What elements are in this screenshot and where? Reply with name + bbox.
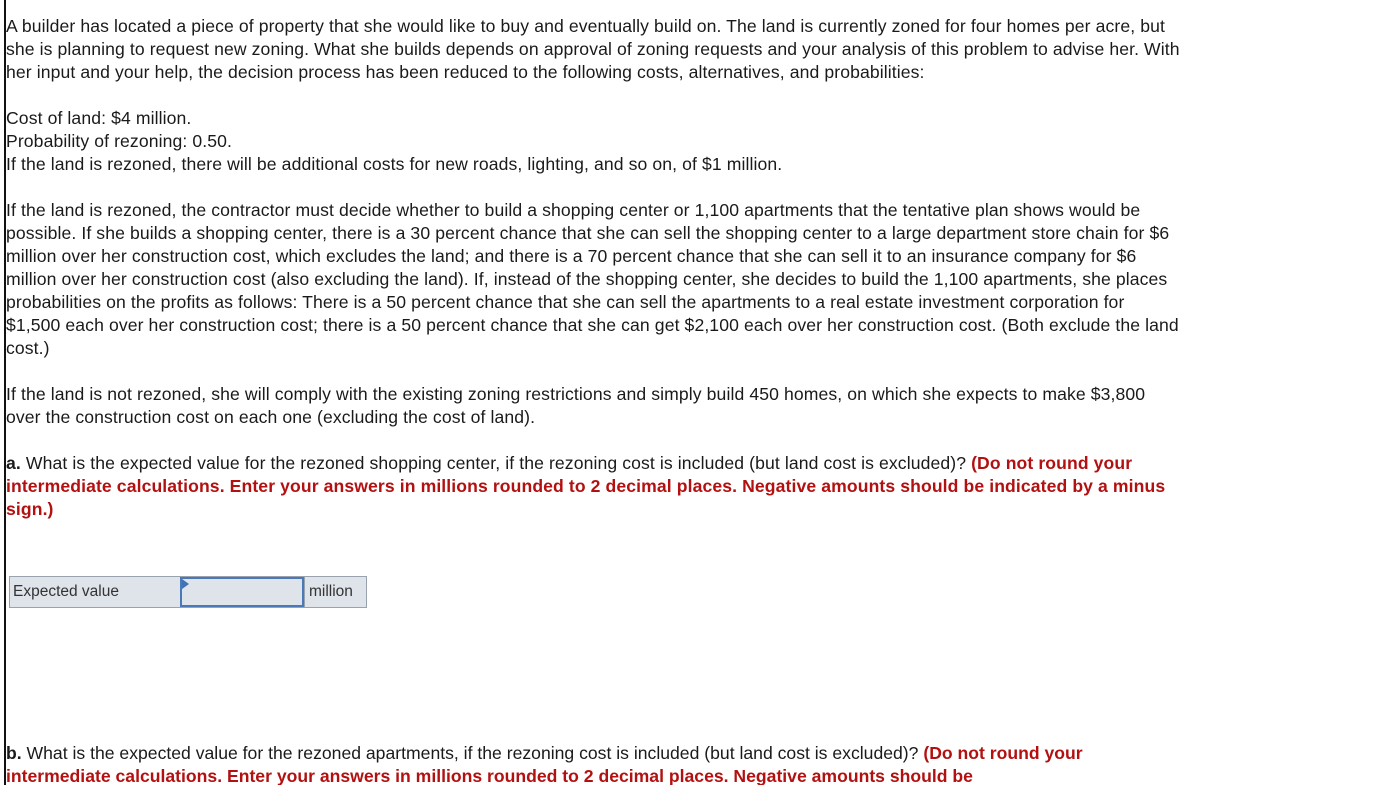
question-a xyxy=(6,452,1181,521)
question-b-instruction: (Do not round your intermediate calculations. Enter your answers in millions rounded to 2 decimal places. Negative amounts should be xyxy=(6,743,1083,785)
question-a-instruction: (Do not round your intermediate calculations. Enter your answers in millions rounded to 2 decimal places. Negative amounts should be indicated by a minus sign.) xyxy=(6,453,1166,519)
problem-content xyxy=(6,15,1181,521)
fact-land-cost: Cost of land: $4 million. xyxy=(6,108,192,128)
question-b-letter: b. xyxy=(6,743,22,763)
fact-rezoning-probability: Probability of rezoning: 0.50. xyxy=(6,131,232,151)
answer-a-input-wrapper[interactable] xyxy=(180,577,304,607)
question-a-letter: a. xyxy=(6,453,21,473)
question-a-text: What is the expected value for the rezoned shopping center, if the rezoning cost is included (but land cost is excluded)? xyxy=(20,453,972,473)
rezoned-paragraph: If the land is rezoned, the contractor must decide whether to build a shopping center or 1,100 apartments that the tentative plan shows would be possible. If she builds a shopping center, there is a 30 percent chance that she can sell the shopping center to a large department store chain for $6 million over her construction cost, which excludes the land; and there is a 70 percent chance that she can sell it to an insurance company for $6 million over her construction cost (also excluding the land). If, instead of the shopping center, she decides to build the 1,100 apartments, she places probabilities on the profits as follows: There is a 50 percent chance that she can sell the apartments to a real estate investment corporation for $1,500 each over her construction cost; there is a 50 percent chance that she can get $2,100 each over her construction cost. (Both exclude the land cost.) xyxy=(6,200,1179,358)
fact-rezoning-costs: If the land is rezoned, there will be additional costs for new roads, lighting, and so on, of $1 million. xyxy=(6,154,783,174)
answer-a-unit: million xyxy=(304,577,366,607)
question-b-text: What is the expected value for the rezoned apartments, if the rezoning cost is included (but land cost is excluded)? xyxy=(21,743,924,763)
answer-a-input[interactable] xyxy=(182,579,302,605)
not-rezoned-paragraph: If the land is not rezoned, she will comply with the existing zoning restrictions and simply build 450 homes, on which she expects to make $3,800 over the construction cost on each one (excluding the cost of land). xyxy=(6,384,1146,427)
answer-a-row xyxy=(9,576,367,608)
question-b xyxy=(6,742,1181,785)
answer-a-label: Expected value xyxy=(10,577,181,607)
intro-paragraph: A builder has located a piece of property that she would like to buy and eventually build on. The land is currently zoned for four homes per acre, but she is planning to request new zoning. What she builds depends on approval of zoning requests and your analysis of this problem to advise her. With her input and your help, the decision process has been reduced to the following costs, alternatives, and probabilities: xyxy=(6,16,1180,82)
